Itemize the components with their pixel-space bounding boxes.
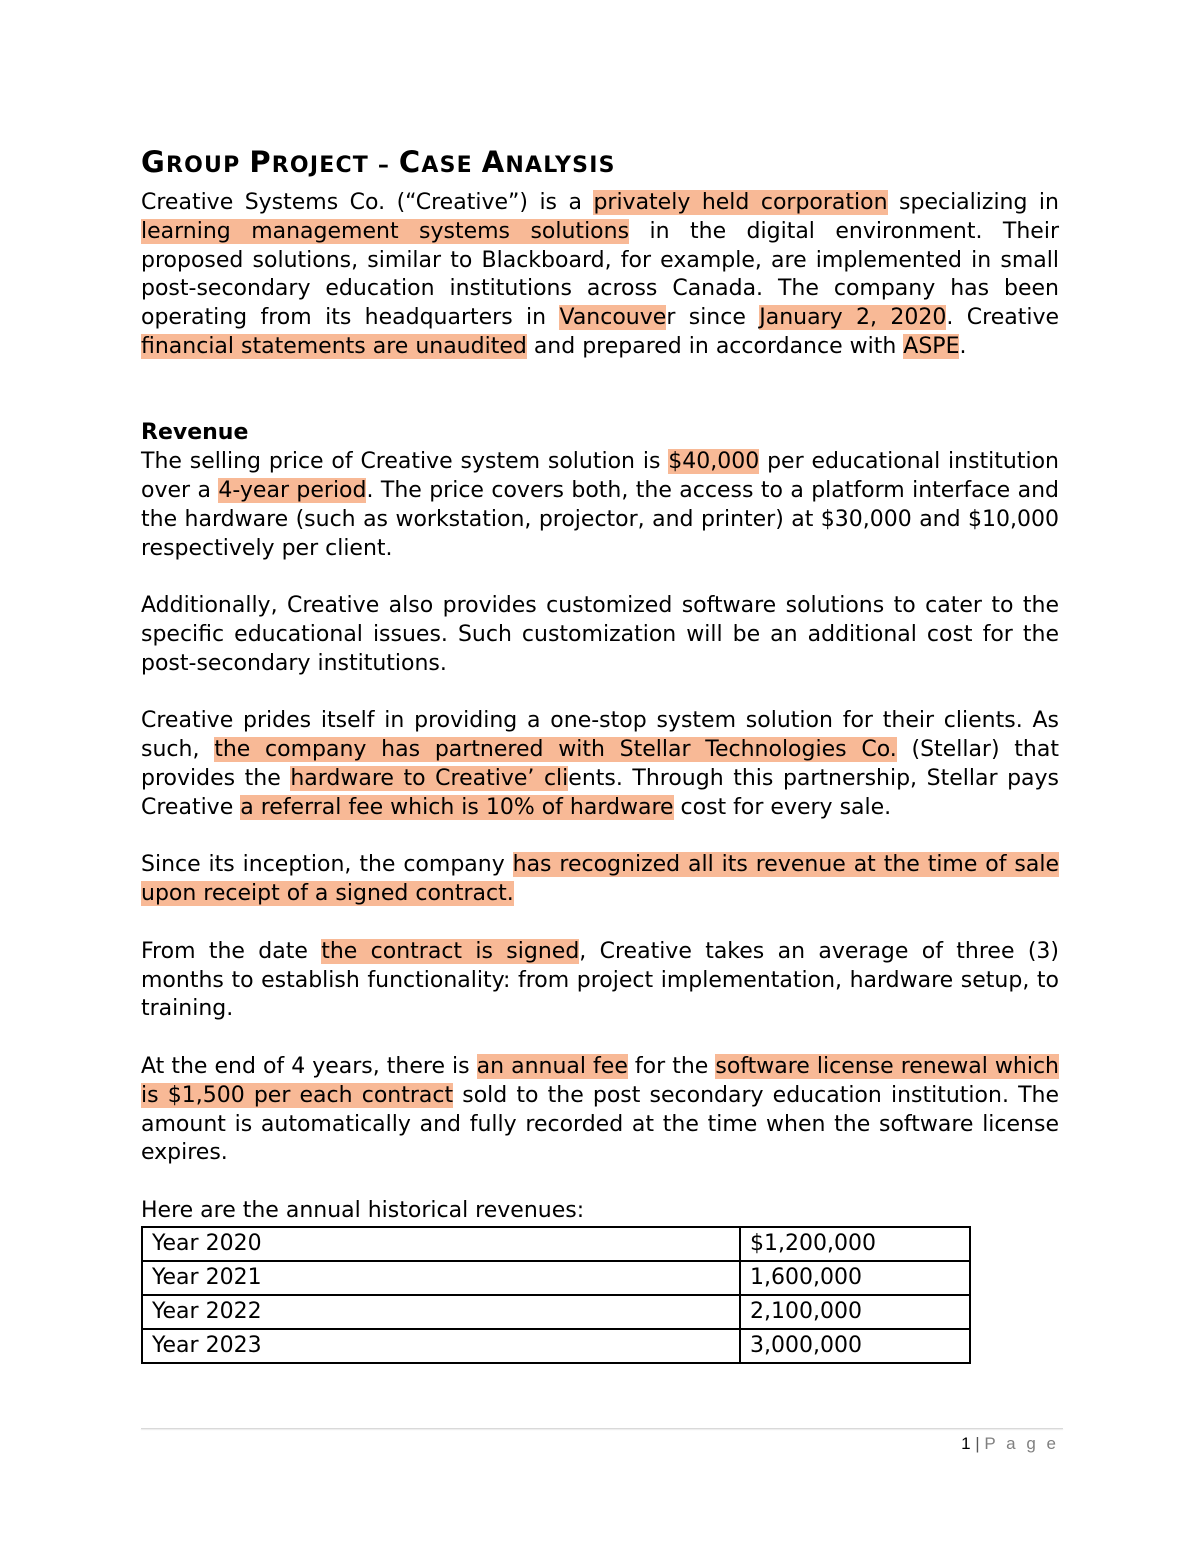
highlight: hardware to Creative’ cli [290,765,569,791]
text-run: ents. Through this partnership, Stellar pays Creative [141,765,1059,820]
table-row [142,1227,970,1261]
revenue-paragraph-1 [141,448,1059,563]
text-run: , Creative takes an average of three (3) months to establish functionality: from project implementation, hardware setup, to training. [141,938,1060,1022]
highlight: $40,000 [668,449,760,475]
highlight: software license renewal which is $1,500 per each contract [141,1053,1059,1108]
highlight: privately held corporation [593,190,888,215]
title-part: G [141,145,167,179]
highlight: an annual fee [476,1053,628,1079]
revenue-heading: Revenue [141,420,249,446]
text-run: From the date [141,938,322,964]
revenue-paragraph-5 [141,938,1059,1024]
revenue-paragraph-2: Additionally, Creative also provides customized software solutions to cater to the specific educational issues. Such customization will be an additional cost for the post-secondary institutions. [141,593,1059,676]
title-part: C [398,145,422,179]
text-run: At the end of 4 years, there is [141,1053,477,1079]
text-run: per educational institution over a [141,449,1059,503]
year-cell: Year 2021 [142,1261,740,1295]
document-title [141,145,1059,183]
title-part: ROUP [166,153,241,178]
revenue-paragraph-3 [141,707,1059,822]
text-run: for the [627,1053,716,1079]
text-run: specializing in [887,190,1059,215]
table-intro: Here are the annual historical revenues: [141,1197,585,1223]
text-run: Since its inception, the company [141,852,513,878]
highlight: a referral fee which is 10% of hardware [240,794,674,820]
page-word: P a g e [984,1434,1059,1453]
text-run: r since [666,305,760,331]
title-part: ROJECT [271,153,369,178]
revenue-table [141,1226,971,1364]
text-run: The selling price of Creative system solution is [141,449,669,475]
title-part: A [481,145,506,179]
title-part: NALYSIS [505,153,616,178]
text-run: in the digital environment. Their proposed solutions, similar to Blackboard, for example, are implemented in small post-secondary education institutions across Canada. The company has been operating from its headquarters in [141,218,1059,331]
year-cell: Year 2023 [142,1329,740,1363]
revenue-paragraph-4 [141,851,1059,909]
revenue-paragraph-6 [141,1053,1059,1168]
text-run: cost for every sale. [673,794,892,820]
text-run: Creative Systems Co. (“Creative”) is a [141,190,594,215]
text-run: and prepared in accordance with [526,333,904,359]
table-row [142,1329,970,1363]
highlight: 4-year period [218,477,367,503]
year-cell: Year 2020 [142,1227,740,1261]
highlight: January 2, 2020 [759,305,947,331]
text-run: Creative prides itself in providing a one-stop system solution for their clients. As such, [141,708,1059,763]
page-footer [961,1434,1059,1454]
title-part: – [377,153,391,178]
text-run: . Creative [946,305,1060,331]
intro-paragraph [141,189,1059,362]
highlight: Vancouve [559,305,667,331]
footer-divider [141,1428,1063,1429]
amount-cell: $1,200,000 [740,1227,970,1261]
title-part: P [249,145,272,179]
amount-cell: 2,100,000 [740,1295,970,1329]
table-row [142,1261,970,1295]
text-run: (Stellar) that provides the [141,737,1059,791]
year-cell: Year 2022 [142,1295,740,1329]
document-page [141,145,1059,1364]
text-run: . The price covers both, the access to a platform interface and the hardware (such as workstation, projector, and printer) at $30,000 and $10,000 respectively per client. [141,477,1059,561]
highlight: the company has partnered with Stellar Technologies Co. [214,737,897,763]
highlight: has recognized all its revenue at the time of sale upon receipt of a signed contract. [141,852,1059,907]
highlight: the contract is signed [321,938,580,964]
highlight: learning management systems solutions [141,218,630,244]
amount-cell: 3,000,000 [740,1329,970,1363]
amount-cell: 1,600,000 [740,1261,970,1295]
footer-separator: | [975,1434,980,1453]
text-run: sold to the post secondary education institution. The amount is automatically and fully recorded at the time when the software license expires. [141,1082,1060,1166]
highlight: ASPE [903,333,960,359]
text-run: . [959,333,967,359]
page-number: 1 [961,1434,971,1453]
highlight: financial statements are unaudited [141,333,527,359]
table-row [142,1295,970,1329]
title-part: ASE [421,153,473,178]
